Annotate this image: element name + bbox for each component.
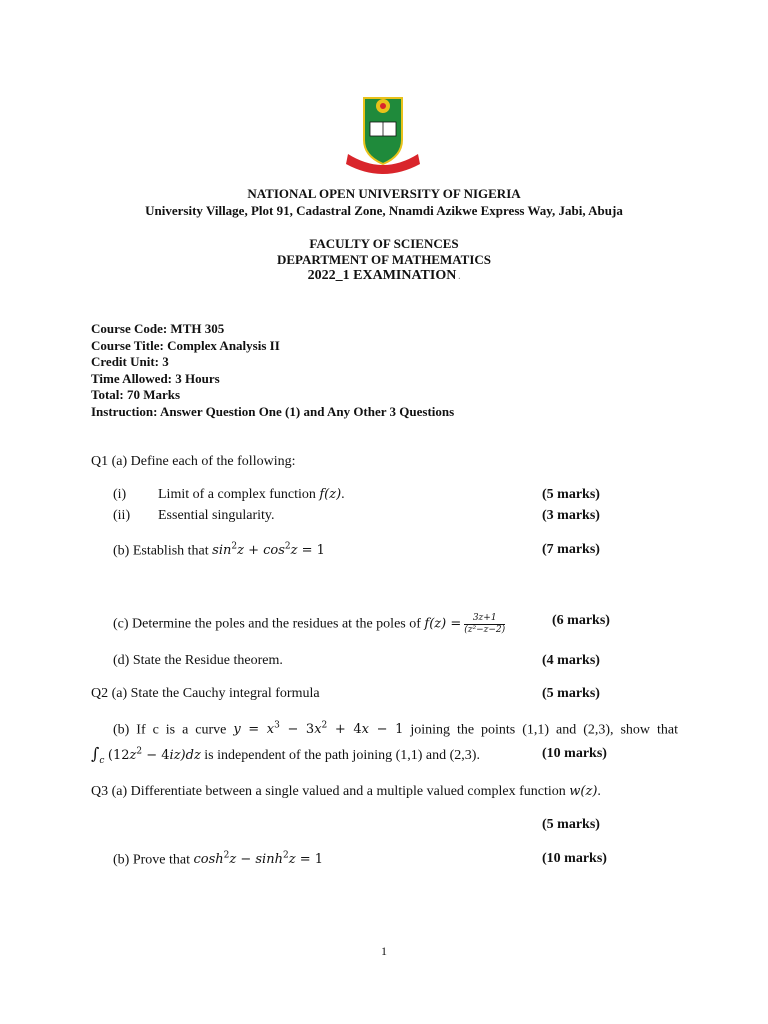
q1-d-marks: (4 marks): [542, 653, 600, 668]
university-logo: [340, 92, 426, 174]
q2-b-line1: (b) If c is a curve $y = x^3 - 3x^2 + 4x - 1$ joining the points (1,1) and (2,3), show that: [113, 721, 679, 738]
faculty-name: FACULTY OF SCIENCES: [309, 236, 459, 251]
q1-i-text: Limit of a complex function f(z).: [158, 487, 345, 502]
q1-ii-text: Essential singularity.: [158, 508, 275, 523]
q1-ii-marks: (3 marks): [542, 508, 600, 523]
q3-b-marks: (10 marks): [542, 851, 607, 866]
fraction: $\frac{3z+1}{\text{(z²−z−2)}}$: [464, 613, 506, 635]
exam-title-text: 2022_1 EXAMINATION: [307, 268, 457, 283]
credit-unit: Credit Unit: 3: [91, 354, 169, 369]
q2-a-marks: (5 marks): [542, 686, 600, 701]
q2-a-text: Q2 (a) State the Cauchy integral formula: [91, 686, 320, 701]
q1-b-marks: (7 marks): [542, 542, 600, 557]
q2-b-marks: (10 marks): [542, 746, 607, 761]
department-name: DEPARTMENT OF MATHEMATICS: [276, 252, 492, 267]
q1-d-text: (d) State the Residue theorem.: [113, 653, 283, 668]
time-allowed: Time Allowed: 3 Hours: [91, 370, 220, 386]
q3-b-text: (b) Prove that $\cosh^2z - \sinh^2z = 1$: [113, 851, 323, 868]
course-code: Course Code: MTH 305: [91, 321, 225, 336]
total-marks: Total: 70 Marks: [91, 387, 181, 402]
exam-title: 2022_1 EXAMINATION .: [307, 268, 461, 283]
university-address: University Village, Plot 91, Cadastral Zone, Nnamdi Azikwe Express Way, Jabi, Abuja: [145, 203, 623, 218]
course-title: Course Title: Complex Analysis II: [91, 337, 280, 353]
q1-i-marks: (5 marks): [542, 487, 600, 502]
page-number: 1: [381, 944, 387, 958]
instruction: Instruction: Answer Question One (1) and Any Other 3 Questions: [91, 403, 455, 419]
q3-a-marks: (5 marks): [542, 817, 600, 832]
course-info: [91, 321, 454, 420]
q3-a-text: Q3 (a) Differentiate between a single valued and a multiple valued complex function w(z).: [91, 784, 601, 799]
q1-a-intro: Q1 (a) Define each of the following:: [91, 454, 296, 469]
q1-c-marks: (6 marks): [552, 613, 610, 628]
q1-c-text: (c) Determine the poles and the residues at the poles of f(z) = $\frac{3z+1}{\text{(z²−z−2)}}$: [113, 613, 506, 635]
q1-b-text: (b) Establish that $\sin^2z + \cos^2z = 1$: [113, 542, 325, 559]
university-name: NATIONAL OPEN UNIVERSITY OF NIGERIA: [247, 186, 521, 201]
q1-ii-number: (ii): [113, 508, 131, 523]
q1-i-number: (i): [113, 487, 127, 502]
q2-b-line2: $\int_c$ $(12z^2 - 4iz)dz$ is independent of the path joining (1,1) and (2,3).: [91, 744, 480, 766]
